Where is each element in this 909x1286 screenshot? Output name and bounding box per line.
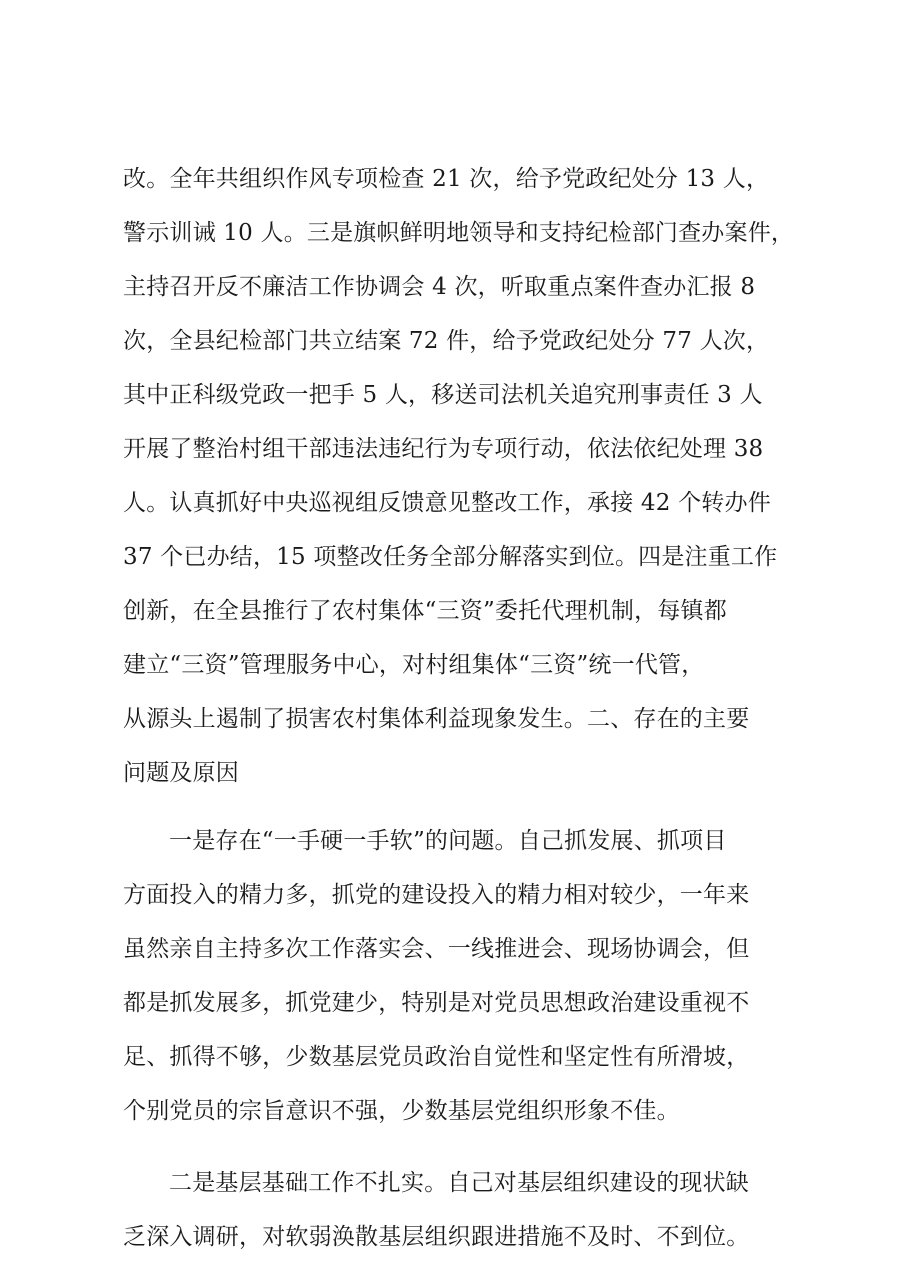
text-line: 改。全年共组织作风专项检查 21 次，给予党政纪处分 13 人， bbox=[123, 166, 770, 192]
paragraph-first-line: 二是基层基础工作不扎实。自己对基层组织建设的现状缺 bbox=[169, 1170, 749, 1196]
text-line: 虽然亲自主持多次工作落实会、一线推进会、现场协调会，但 bbox=[123, 936, 750, 962]
text-line: 人。认真抓好中央巡视组反馈意见整改工作，承接 42 个转办件 bbox=[123, 490, 771, 516]
text-line: 方面投入的精力多，抓党的建设投入的精力相对较少，一年来 bbox=[123, 882, 750, 908]
text-line: 从源头上遏制了损害农村集体利益现象发生。二、存在的主要 bbox=[123, 706, 750, 732]
text-line: 开展了整治村组干部违法违纪行为专项行动，依法依纪处理 38 bbox=[123, 436, 764, 462]
text-line: 建立“三资”管理服务中心，对村组集体“三资”统一代管， bbox=[123, 652, 705, 678]
text-line: 其中正科级党政一把手 5 人，移送司法机关追究刑事责任 3 人 bbox=[123, 382, 763, 408]
text-line: 都是抓发展多，抓党建少，特别是对党员思想政治建设重视不 bbox=[123, 990, 750, 1016]
text-line: 足、抓得不够，少数基层党员政治自觉性和坚定性有所滑坡， bbox=[123, 1044, 750, 1070]
paragraph-first-line: 一是存在“一手硬一手软”的问题。自己抓发展、抓项目 bbox=[169, 828, 727, 854]
text-line: 37 个已办结，15 项整改任务全部分解落实到位。四是注重工作 bbox=[123, 544, 778, 570]
text-line: 乏深入调研，对软弱涣散基层组织跟进措施不及时、不到位。 bbox=[123, 1224, 750, 1250]
text-line: 创新，在全县推行了农村集体“三资”委托代理机制，每镇都 bbox=[123, 598, 727, 624]
text-line: 次，全县纪检部门共立结案 72 件，给予党政纪处分 77 人次， bbox=[123, 328, 770, 354]
text-line: 警示训诫 10 人。三是旗帜鲜明地领导和支持纪检部门查办案件， bbox=[123, 220, 795, 246]
text-line: 个别党员的宗旨意识不强，少数基层党组织形象不佳。 bbox=[123, 1098, 680, 1124]
text-line: 问题及原因 bbox=[123, 760, 239, 786]
text-line: 主持召开反不廉洁工作协调会 4 次，听取重点案件查办汇报 8 bbox=[123, 274, 756, 300]
